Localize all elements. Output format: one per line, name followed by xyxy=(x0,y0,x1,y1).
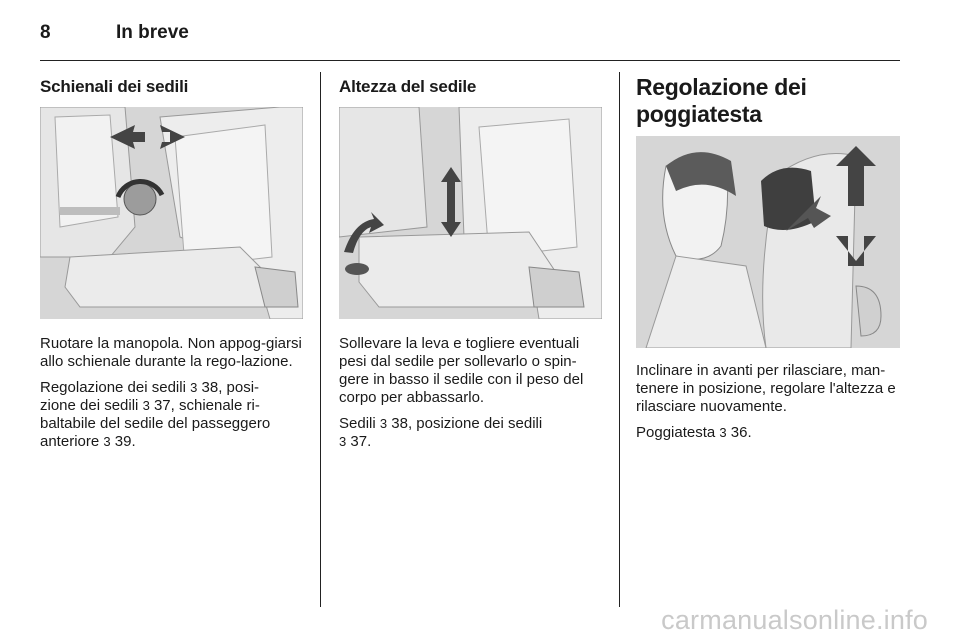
section-references: Poggiatesta 3 36. xyxy=(636,424,752,441)
column-divider-2 xyxy=(619,72,620,607)
seat-height-illustration xyxy=(339,107,602,319)
section-heading: Altezza del sedile xyxy=(339,77,477,96)
reference-arrow-icon: 3 xyxy=(103,434,111,449)
section-references: Sedili 3 38, posizione dei sedili 3 37. xyxy=(339,415,543,450)
head-restraint-illustration xyxy=(636,136,900,348)
section-caption: Ruotare la manopola. Non appog-giarsi allo schienale durante la rego-lazione. xyxy=(40,335,302,370)
section-heading: Schienali dei sedili xyxy=(40,77,189,96)
section-caption: Inclinare in avanti per rilasciare, man-tenere in posizione, regolare l'altezza e rilasciare nuovamente. xyxy=(636,362,896,415)
reference-arrow-icon: 3 xyxy=(379,416,388,431)
running-title: In breve xyxy=(116,22,189,43)
column-divider-1 xyxy=(320,72,321,607)
reference-arrow-icon: 3 xyxy=(339,434,347,449)
header-rule xyxy=(40,60,900,61)
section-caption: Sollevare la leva e togliere eventuali pesi dal sedile per sollevarlo o spin-gere in basso il sedile con il peso del corpo per abbassarlo. xyxy=(339,335,584,406)
reference-arrow-icon: 3 xyxy=(142,398,150,413)
page-number: 8 xyxy=(40,22,51,43)
reference-arrow-icon: 3 xyxy=(190,380,198,395)
section-seat-backrests xyxy=(40,74,304,451)
watermark: carmanualsonline.info xyxy=(661,605,928,635)
page-header xyxy=(40,18,189,48)
section-head-restraints xyxy=(636,74,902,442)
seat-backrest-illustration xyxy=(40,107,303,319)
section-heading: Regolazione dei poggiatesta xyxy=(636,74,807,127)
section-seat-height xyxy=(339,74,603,451)
section-references: Regolazione dei sedili 3 38, posi- zione dei sedili 3 37, schienale ri- baltabile del sedile del passeggero anteriore 3 39. xyxy=(40,379,271,450)
reference-arrow-icon: 3 xyxy=(719,425,727,440)
